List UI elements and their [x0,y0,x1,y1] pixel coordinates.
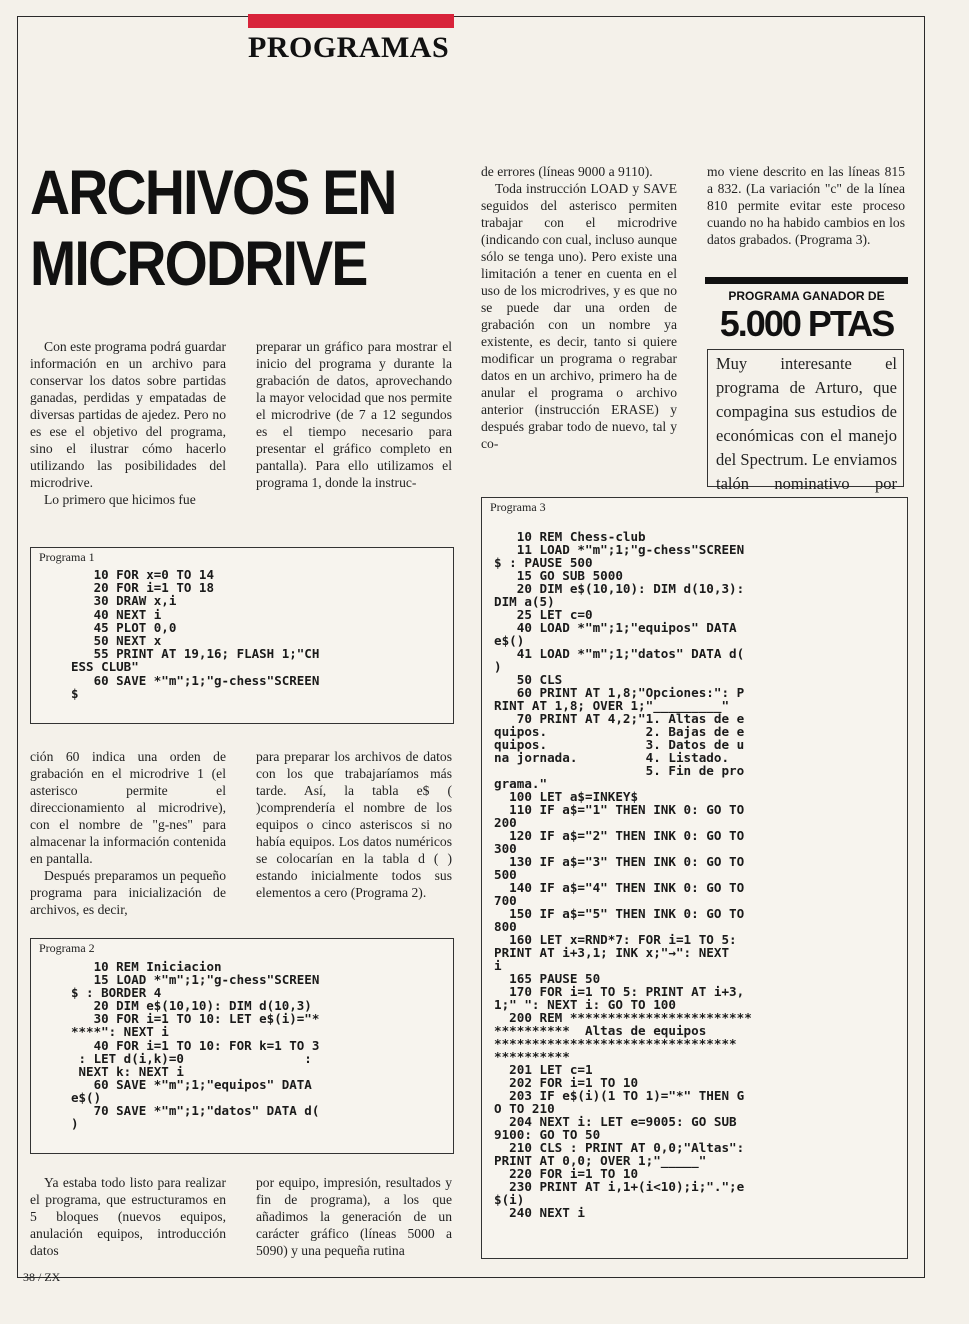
col2-middle [256,748,452,901]
col2-intro [256,338,452,491]
prize-rule [705,277,908,284]
col2-intro-paragraph: preparar un gráfico para mostrar el inicio del programa y durante la grabación de datos, aprovechando la mayor velocidad que nos permite el microdrive (de 7 a 12 segundos es el tiempo necesario para presentar el gráfico completo en pantalla). Para ello utilizamos el programa 1, donde la instruc- [256,339,452,490]
listing-programa-3 [481,497,908,1259]
listing-programa-2 [30,938,454,1154]
section-color-bar [248,14,454,28]
col4-paragraph: mo viene descrito en las líneas 815 a 832. (La variación "c" de la línea 810 permite evitar este proceso cuando no ha habido cambios en los datos grabados. (Programa 3). [707,164,905,247]
col1-bottom [30,1174,226,1259]
col1-middle-second-paragraph: Después preparamos un pequeño programa para inicialización de archivos, es decir, [30,868,226,917]
col2-bottom [256,1174,452,1259]
prize-heading: PROGRAMA GANADOR DE [728,289,885,303]
listing-programa-1 [30,547,454,724]
listing-code: 10 REM Chess-club 11 LOAD *"m";1;"g-chess"SCREEN $ : PAUSE 500 15 GO SUB 5000 20 DIM e$(10,10): DIM d(10,3): DIM a(5) 25 LET c=0 40 LOAD *"m";1;"equipos" DATA e$() 41 LOAD *"m";1;"datos" DATA d( ) 50 CLS 60 PRINT AT 1,8;"Opciones:": P RINT AT 1,8; OVER 1;"_________" 70 PRINT AT 4,2;"1. Altas de e quipos. 2. Bajas de e quipos. 3. Datos de u na jornada. 4. Listado. 5. Fin de pro grama." 100 LET a$=INKEY$ 110 IF a$="1" THEN INK 0: GO TO 200 120 IF a$="2" THEN INK 0: GO TO 300 130 IF a$="3" THEN INK 0: GO TO 500 140 IF a$="4" THEN INK 0: GO TO 700 150 IF a$="5" THEN INK 0: GO TO 800 160 LET x=RND*7: FOR i=1 TO 5: PRINT AT i+3,1; INK x;"→": NEXT i 165 PAUSE 50 170 FOR i=1 TO 5: PRINT AT i+3, 1;" ": NEXT i: GO TO 100 200 REM ************************ ********** Altas de equipos ******************************** ********** 201 LET c=1 202 FOR i=1 TO 10 203 IF e$(i)(1 TO 1)="*" THEN G O TO 210 204 NEXT i: LET e=9005: GO SUB 9100: GO TO 50 210 CLS : PRINT AT 0,0;"Altas": PRINT AT 0,0; OVER 1;"_____" 220 FOR i=1 TO 10 230 PRINT AT i,1+(i<10);i;".";e $(i) 240 NEXT i [494,529,752,1220]
article-title: ARCHIVOS EN MICRODRIVE [30,158,396,299]
col2-middle-paragraph: para preparar los archivos de datos con los que trabajaríamos más tarde. Así, la tabla e$ ( )comprendería el nombre de los equipos o cinco asteriscos si no había equipos. Los datos numéricos se colocarían en la tabla d ( ) estando inicialmente todos sus elementos a cero (Programa 2). [256,749,452,900]
listing-code: 10 FOR x=0 TO 14 20 FOR i=1 TO 18 30 DRAW x,i 40 NEXT i 45 PLOT 0,0 50 NEXT x 55 PRINT AT 19,16; FLASH 1;"CH ESS CLUB" 60 SAVE *"m";1;"g-chess"SCREEN $ [71,567,320,701]
col1-middle [30,748,226,918]
listing-label: Programa 1 [39,550,95,564]
col3-text [481,163,677,452]
listing-label: Programa 2 [39,941,95,955]
col3-first-line: de errores (líneas 9000 a 9110). [481,164,653,179]
page-folio: 38 / ZX [23,1270,61,1284]
col1-intro-paragraph: Con este programa podrá guardar información en un archivo para conservar los datos sobre partidas ganadas, perdidas y empatadas de diversas partidas de ajedez. Pero no es ese el objetivo del programa, sino el ilustrar cómo hacerlo utilizando las posibilidades del microdrive. [30,339,226,490]
listing-label: Programa 3 [490,500,546,514]
col1-middle-paragraph: ción 60 indica una orden de grabación en el microdrive 1 (el asterisco permite el direccionamiento al microdrive), con el nombre de "g-nes" para almacenar la información contenida en pantalla. [30,749,226,866]
prize-text-box [707,349,904,493]
section-title: PROGRAMAS [248,31,450,64]
col3-paragraph: Toda instrucción LOAD y SAVE seguidos del asterisco permiten trabajar con el microdrive (indicando con cual, incluso aunque sólo se tenga uno). Pero existe una limitación a tener en cuenta en el uso de los microdrives, y es que no se puede dar una orden de grabación con un nombre ya existente, es decir, tanto si quiere modificar un programa o regrabar datos en un archivo, primero ha de anular el programa o archivo anterior (instrucción ERASE) y después grabar todo de nuevo, tal y co- [481,181,677,451]
prize-text: Muy interesante el programa de Arturo, que compagina sus estudios de económicas con el manejo del Spectrum. Le enviamos talón nominativo por [716,354,897,493]
prize-amount: 5.000 PTAS [719,303,894,344]
col1-second-paragraph: Lo primero que hicimos fue [44,492,196,507]
col4-text [707,163,905,248]
col2-bottom-paragraph: por equipo, impresión, resultados y fin de programa), a los que añadimos la generación de un carácter gráfico (líneas 5000 a 5090) y una pequeña rutina [256,1175,452,1258]
col1-bottom-paragraph: Ya estaba todo listo para realizar el programa, que estructuramos en 5 bloques (nuevos equipos, anulación equipos, introducción datos [30,1175,226,1258]
col1-intro [30,338,226,508]
listing-code: 10 REM Iniciacion 15 LOAD *"m";1;"g-chess"SCREEN $ : BORDER 4 20 DIM e$(10,10): DIM d(10,3) 30 FOR i=1 TO 10: LET e$(i)="* ****": NEXT i 40 FOR i=1 TO 10: FOR k=1 TO 3 : LET d(i,k)=0 : NEXT k: NEXT i 60 SAVE *"m";1;"equipos" DATA e$() 70 SAVE *"m";1;"datos" DATA d( ) [71,959,320,1132]
